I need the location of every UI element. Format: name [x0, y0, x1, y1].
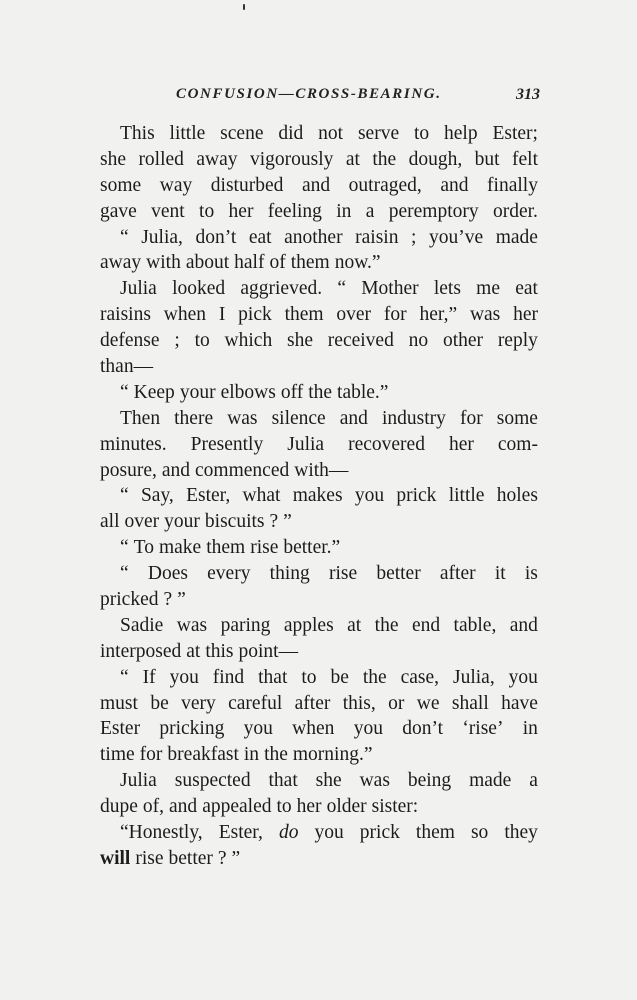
text-line: minutes. Presently Julia recovered her com- [100, 433, 538, 455]
text-line: defense ; to which she received no other reply [100, 330, 538, 352]
text-line: Then there was silence and industry for some [120, 407, 538, 429]
text-line: all over your biscuits ? ” [100, 511, 292, 533]
text-line: interposed at this point— [100, 640, 299, 662]
text-line: Julia suspected that she was being made a [120, 770, 538, 792]
page-body-text [100, 121, 538, 872]
ink-speck [243, 4, 245, 10]
text-line: “ Say, Ester, what makes you prick little holes [120, 485, 538, 507]
text-line: Julia looked aggrieved. “ Mother lets me eat [120, 278, 538, 300]
text-line: Ester pricking you when you don’t ‘rise’ in [100, 718, 538, 740]
text-line: some way disturbed and outraged, and finally [100, 174, 538, 196]
text-line: Sadie was paring apples at the end table, and [120, 614, 538, 636]
text-line: gave vent to her feeling in a peremptory order. [100, 200, 538, 222]
text-line: away with about half of them now.” [100, 252, 381, 274]
text-line: she rolled away vigorously at the dough, but felt [100, 148, 538, 170]
text-line: than— [100, 356, 154, 378]
text-line: “ To make them rise better.” [120, 537, 341, 559]
text-line: “ If you find that to be the case, Julia, you [120, 666, 538, 688]
text-line: time for breakfast in the morning.” [100, 744, 373, 766]
text-line: “Honestly, Ester, do you prick them so they [120, 822, 538, 844]
running-head [176, 86, 540, 108]
text-line: will rise better ? ” [100, 847, 241, 869]
text-line: “ Keep your elbows off the table.” [120, 381, 389, 403]
text-line: raisins when I pick them over for her,” was her [100, 304, 538, 326]
text-line: This little scene did not serve to help Ester; [120, 123, 538, 144]
text-line: “ Does every thing rise better after it is [120, 563, 538, 585]
text-line: dupe of, and appealed to her older sister: [100, 796, 419, 818]
page-number: 313 [516, 86, 540, 103]
text-line: pricked ? ” [100, 589, 186, 611]
text-line: posure, and commenced with— [100, 459, 349, 481]
text-line: must be very careful after this, or we shall have [100, 692, 538, 714]
text-line: “ Julia, don’t eat another raisin ; you’ve made [120, 226, 538, 248]
running-title: CONFUSION—CROSS-BEARING. [176, 86, 442, 102]
